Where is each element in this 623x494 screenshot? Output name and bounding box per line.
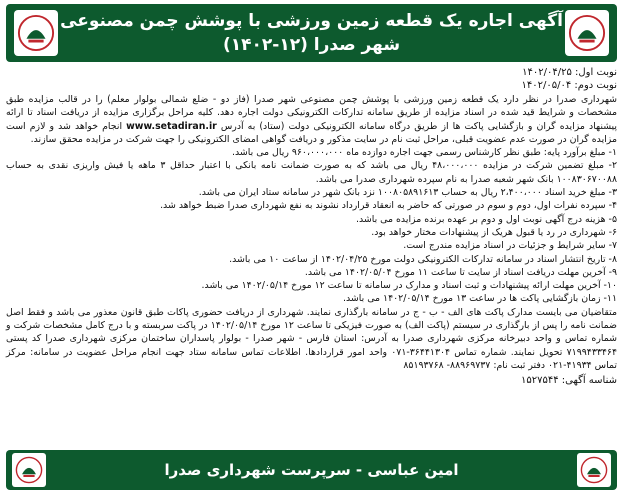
setad-website-link[interactable]: www.setadiran.ir — [126, 120, 217, 132]
condition-item: ۵- هزینه درج آگهی نوبت اول و دوم بر عهده برنده مزایده می باشد. — [355, 213, 617, 225]
condition-item: ۹- آخرین مهلت دریافت اسناد از سایت تا ساعت ۱۱ مورخ ۱۴۰۲/۰۵/۰۴ می باشد. — [304, 266, 617, 278]
municipality-logo-left — [14, 10, 58, 56]
intro-paragraph — [6, 93, 617, 146]
sadra-emblem-icon — [15, 456, 43, 484]
intro-text: شهرداری صدرا در نظر دارد یک قطعه زمین ورزشی با پوشش چمن مصنوعی شهر صدرا (فاز دو - ضلع شمالی بولوار معلم) را در قالب مزایده طبق مشخصات و شرایط قید شده در اسناد مزایده از طریق سامانه تدارکات الکترونیکی دولت اجاره دهد. کلیه مراحل برگزاری مزایده از دریافت اسناد تا ارائه پیشنهاد مزایده گران و بازگشایی پاکت ها از طریق درگاه سامانه الکترونیکی دولت (ستاد) به آدرس — [6, 94, 617, 132]
condition-item: ۸- تاریخ انتشار اسناد در سامانه تدارکات الکترونیکی دولت مورخ ۱۴۰۲/۰۴/۲۵ از ساعت ۱۰ می باشد. — [229, 253, 617, 265]
footer-logo — [577, 453, 611, 487]
sadra-emblem-icon — [568, 14, 606, 52]
ad-footer — [6, 450, 617, 490]
ad-subtitle: شهر صدرا (۱۲-۱۴۰۲) — [222, 35, 401, 55]
condition-item: ۱۰- آخرین مهلت ارائه پیشنهادات و ثبت اسناد و مدارک در سامانه تا ساعت ۱۲ مورخ ۱۴۰۲/۰۵/۱۴ می باشد. — [201, 280, 617, 292]
condition-item: ۱۱- زمان بازگشایی پاکت ها در ساعت ۱۳ مورخ ۱۴۰۲/۰۵/۱۴ می باشد. — [343, 293, 617, 305]
second-turn: نوبت دوم: ۱۴۰۲/۰۵/۰۴ — [521, 80, 617, 91]
condition-item: ۳- مبلغ خرید اسناد ۲،۴۰۰،۰۰۰ ریال به حساب ۱۰۰۸۰۵۸۹۱۶۱۳ نزد بانک شهر در سامانه ستاد ایران می باشد. — [198, 187, 617, 199]
ad-title: آگهی اجاره یک قطعه زمین ورزشی با پوشش چمن مصنوعی — [60, 11, 563, 31]
ad-body — [6, 93, 617, 388]
ad-identifier: شناسه آگهی: ۱۵۲۷۵۴۴ — [520, 375, 617, 387]
ad-header — [6, 4, 617, 62]
condition-item: ۴- سپرده نفرات اول، دوم و سوم در صورتی که حاضر به انعقاد قرارداد نشوند به نفع شهرداری صدرا ضبط خواهد شد. — [160, 200, 617, 212]
first-turn: نوبت اول: ۱۴۰۲/۰۴/۲۵ — [522, 67, 617, 78]
footer-logo-left — [12, 453, 46, 487]
intro-end-text: انجام خواهد شد و لازم است مزایده گران در صورت عدم عضویت قبلی، مراحل ثبت نام در سایت مذکور و دریافت گواهی امضای الکترونیکی را جهت شرکت در مزایده محقق سازند. — [6, 120, 617, 145]
publication-turns — [6, 66, 617, 92]
condition-item: ۱- مبلغ برآورد پایه: طبق نظر کارشناس رسمی جهت اجاره دوازده ماه ۹۶۰،۰۰۰،۰۰۰ ریال می باشد. — [232, 147, 617, 159]
condition-item: ۲- مبلغ تضمین شرکت در مزایده ۴۸،۰۰۰،۰۰۰ ریال می باشد که به صورت ضمانت نامه بانکی با اعتبار حداقل ۳ ماهه یا فیش واریزی نقدی به حساب ۱۰۰۸۳۰۶۷۰۰۸۸ بانک شهر شعبه صدرا به نام سپرده شهرداری صدرا می باشد. — [6, 160, 617, 185]
closing-paragraph: متقاضیان می بایست مدارک پاکت های الف - ب - ج در سامانه بارگذاری نمایند. شهرداری از دریافت حضوری پاکات طبق قانون معذور می باشد و فقط اصل ضمانت نامه را پس از بارگذاری در سیستم (پاکت الف) به صورت فیزیکی تا ساعت ۱۲ مورخ ۱۴۰۲/۰۵/۱۴ در پاکت سربسته و با درج کامل مشخصات شرکت و شماره تماس و واحد دبیرخانه مرکزی شهرداری صدرا به آدرس: استان فارس - شهر صدرا - بولوار پاسداران ساختمان مرکزی شهرداری صدرا کد پستی ۷۱۹۹۴۳۳۴۶۴ تحویل نمایند. شماره تماس ۳۶۴۴۱۳۰۴-۰۷۱ واحد امور قراردادها. اطلاعات تماس سامانه ستاد جهت انجام مراحل عضویت در سامانه: مرکز تماس ۴۱۹۳۴-۰۲۱ دفتر ثبت نام: ۸۸۹۶۹۷۳۷- ۸۵۱۹۳۷۶۸ — [6, 306, 618, 371]
condition-item: ۷- سایر شرایط و جزئیات در اسناد مزایده مندرج است. — [403, 240, 617, 252]
municipality-logo — [565, 10, 609, 56]
signature: امین عباسی - سرپرست شهرداری صدرا — [164, 461, 459, 479]
sadra-emblem-icon — [17, 14, 55, 52]
sadra-emblem-icon — [580, 456, 608, 484]
condition-item: ۶- شهرداری در رد یا قبول هریک از پیشنهادات مختار خواهد بود. — [371, 226, 617, 238]
